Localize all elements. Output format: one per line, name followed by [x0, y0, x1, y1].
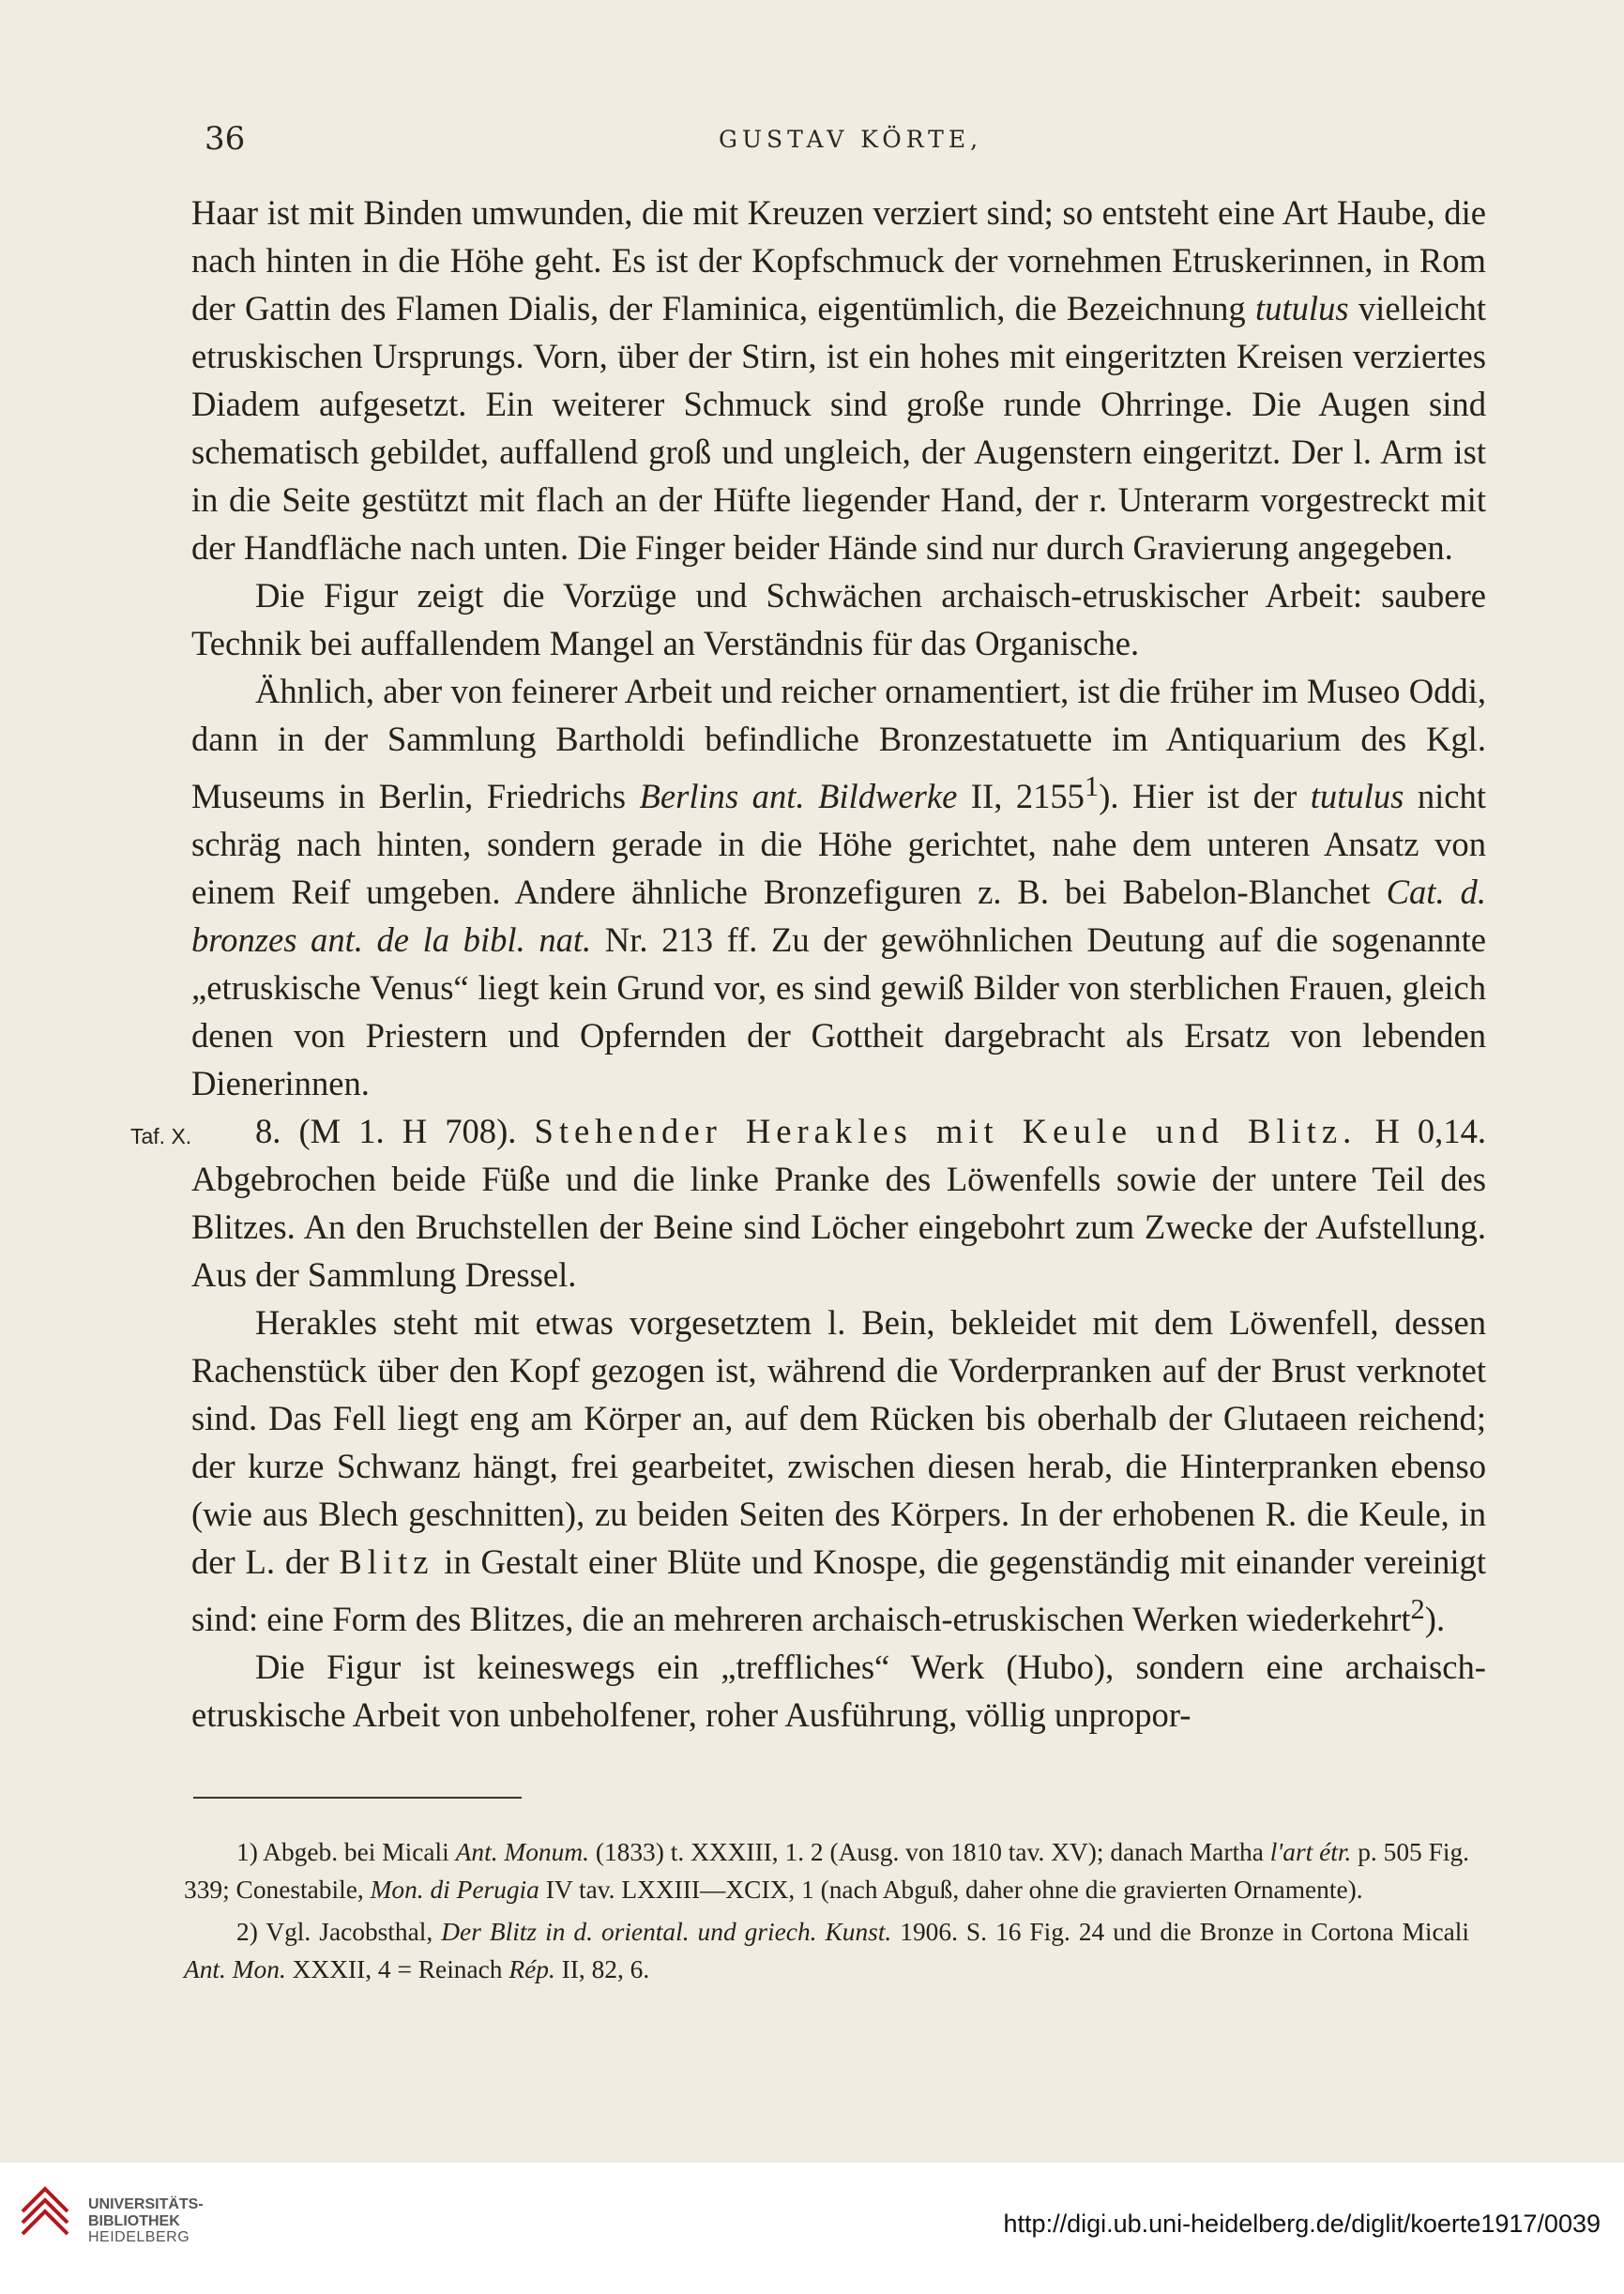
citation-babelon-blanchet: Cat. d. bronzes ant. de la bibl. nat.	[191, 873, 1486, 960]
viewer-footer	[0, 2163, 1624, 2294]
paragraph-3: Ähnlich, aber von feinerer Arbeit und reicher ornamentiert, ist die früher im Museo Oddi, dann in der Sammlung Bartholdi befindliche Bronzestatuette im Antiquarium des Kgl. Museums in Berlin, Friedrichs Berlins ant. Bildwerke II, 2155$^1$). Hier ist der tutulus nicht schräg nach hinten, sondern gerade in die Höhe gerichtet, nahe dem unteren Ansatz von einem Reif umgeben. Andere ähnliche Bronzefiguren z. B. bei Babelon-Blanchet Cat. d. bronzes ant. de la bibl. nat. Nr. 213 ff. Zu der gewöhnlichen Deutung auf die sogenannte „etruskische Venus“ liegt kein Grund vor, es sind gewiß Bilder von sterblichen Frauen, gleich denen von Priestern und Opfernden der Gottheit dargebracht als Ersatz von lebenden Dienerinnen.	[191, 672, 1487, 1103]
page-number: 36	[205, 120, 246, 158]
source-url-link[interactable]: http://digi.ub.uni-heidelberg.de/diglit/koerte1917/0039	[1003, 2210, 1601, 2238]
catalog-entry-8: Taf. X. 8. (M 1. H 708). Stehender Herakles mit Keule und Blitz. H 0,14. Abgebrochen beide Füße und die linke Pranke des Löwenfells sowie der untere Teil des Blitzes. An den Bruchstellen der Beine sind Löcher eingebohrt zum Zwecke der Aufstellung. Aus der Sammlung Dressel.	[191, 1107, 1486, 1299]
footnote-2: 2) Vgl. Jacobsthal, Der Blitz in d. oriental. und griech. Kunst. 1906. S. 16 Fig. 24 und die Bronze in Cortona Micali Ant. Mon. XXXII, 4 = Reinach Rép. II, 82, 6.	[184, 1918, 1469, 1983]
footnotes	[184, 1834, 1469, 1994]
term-tutulus: tutulus	[1255, 289, 1349, 327]
body-text	[130, 189, 1487, 1739]
page-header	[0, 120, 1624, 167]
spaced-word-blitz: Blitz	[339, 1542, 434, 1582]
citation-berlins-bildwerke: Berlins ant. Bildwerke	[639, 777, 958, 816]
term-tutulus: tutulus	[1310, 777, 1404, 816]
entry-title: Stehender Herakles mit Keule und Blitz.	[534, 1112, 1358, 1151]
library-name: UNIVERSITÄTS- BIBLIOTHEK HEIDELBERG	[88, 2196, 204, 2245]
paragraph-1: Haar ist mit Binden umwunden, die mit Kreuzen verziert sind; so entsteht eine Art Haube, die nach hinten in die Höhe geht. Es ist der Kopfschmuck der vornehmen Etruskerinnen, in Rom der Gattin des Flamen Dialis, der Flaminica, eigentümlich, die Bezeichnung tutulus vielleicht etruskischen Ursprungs. Vorn, über der Stirn, ist ein hohes mit eingeritzten Kreisen verziertes Diadem aufgesetzt. Ein weiterer Schmuck sind große runde Ohrringe. Die Augen sind schematisch gebildet, auffallend groß und ungleich, der Augenstern eingeritzt. Der l. Arm ist in die Seite gestützt mit flach an der Hüfte liegender Hand, der r. Unterarm vorgestreckt mit der Handfläche nach unten. Die Finger beider Hände sind nur durch Gravierung angegeben.	[191, 193, 1486, 567]
footnote-1: 1) Abgeb. bei Micali Ant. Monum. (1833) t. XXXIII, 1. 2 (Ausg. von 1810 tav. XV); danach Martha l'art étr. p. 505 Fig. 339; Conestabile, Mon. di Perugia IV tav. LXXIII—XCIX, 1 (nach Abguß, daher ohne die gravierten Ornamente).	[184, 1838, 1470, 1904]
paragraph-5: Herakles steht mit etwas vorgesetztem l. Bein, bekleidet mit dem Löwenfell, dessen Rachenstück über den Kopf gezogen ist, während die Vorderpranken auf der Brust verknotet sind. Das Fell liegt eng am Körper an, auf dem Rücken bis oberhalb der Glutaeen reichend; der kurze Schwanz hängt, frei gearbeitet, zwischen diesen herab, die Hinterpranken ebenso (wie aus Blech geschnitten), zu beiden Seiten des Körpers. In der erhobenen R. die Keule, in der L. der Blitz in Gestalt einer Blüte und Knospe, die gegenständig mit einander vereinigt sind: eine Form des Blitzes, die an mehreren archaisch-etruskischen Werken wiederkehrt$^2$).	[191, 1303, 1486, 1639]
footnote-ref-2[interactable]: 2	[1410, 1593, 1425, 1626]
paragraph-2: Die Figur zeigt die Vorzüge und Schwächen archaisch-etruskischer Arbeit: saubere Technik bei auffallendem Mangel an Verständnis für das Organische.	[191, 576, 1486, 662]
ub-heidelberg-logo-icon	[17, 2183, 73, 2240]
running-head: GUSTAV KÖRTE,	[719, 126, 983, 153]
footnote-ref-1[interactable]: 1	[1084, 770, 1100, 802]
footnote-divider	[193, 1797, 522, 1799]
plate-marker: Taf. X.	[130, 1124, 192, 1149]
paragraph-6: Die Figur ist keineswegs ein „treffliches“ Werk (Hubo), sondern eine archaisch-etruskische Arbeit von unbeholfener, roher Ausführung, völlig unpropor-	[191, 1648, 1486, 1735]
